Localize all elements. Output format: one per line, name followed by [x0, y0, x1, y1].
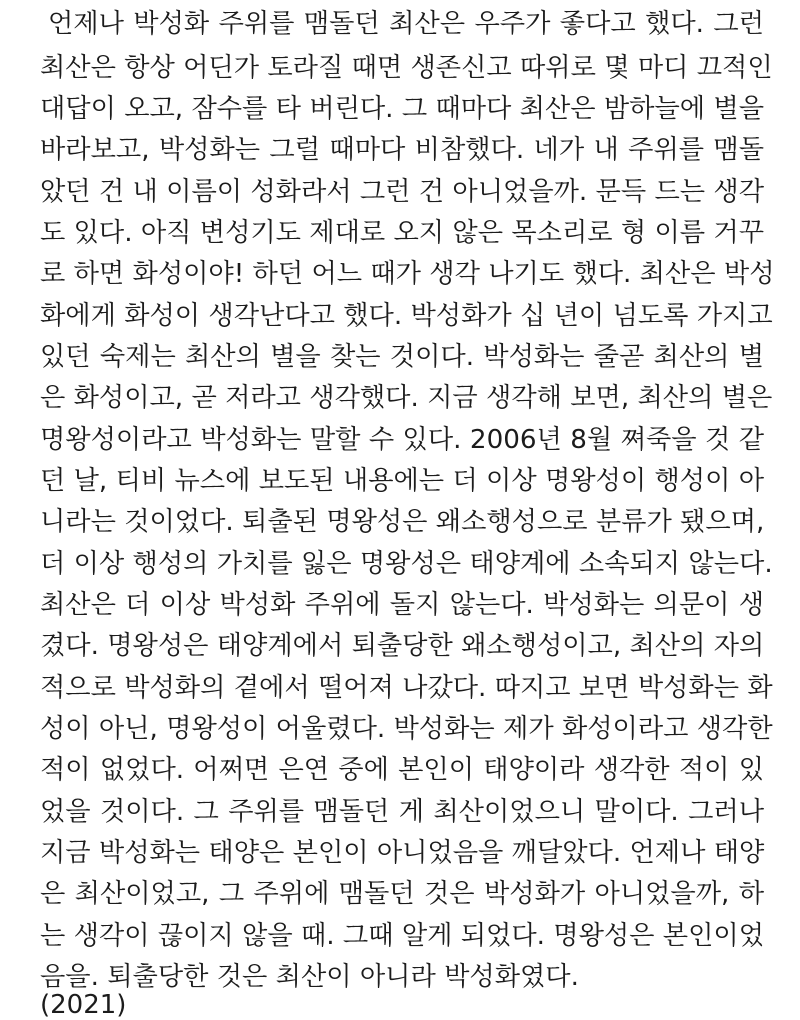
paragraph-line: 적으로 박성화의 곁에서 떨어져 나갔다. 따지고 보면 박성화는 화 [40, 673, 773, 703]
paragraph-line: 었을 것이다. 그 주위를 맴돌던 게 최산이었으니 말이다. 그러나 [40, 797, 764, 827]
paragraph-line: 았던 건 내 이름이 성화라서 그런 건 아니었을까. 문득 드는 생각 [40, 177, 764, 207]
paragraph-line: 명왕성이라고 박성화는 말할 수 있다. 2006년 8월 쪄죽을 것 같 [40, 425, 764, 455]
paragraph-line: 최산은 항상 어딘가 토라질 때면 생존신고 따위로 몇 마디 끄적인 [40, 53, 773, 83]
paragraph-line: 겼다. 명왕성은 태양계에서 퇴출당한 왜소행성이고, 최산의 자의 [40, 631, 765, 661]
paragraph-line: 로 하면 화성이야! 하던 어느 때가 생각 나기도 했다. 최산은 박성 [40, 259, 775, 289]
paragraph-line: 언제나 박성화 주위를 맴돌던 최산은 우주가 좋다고 했다. 그런 [48, 9, 764, 39]
cut-off-line: (2021) [40, 990, 127, 1020]
paragraph-line: 은 화성이고, 곧 저라고 생각했다. 지금 생각해 보면, 최산의 별은 [40, 383, 773, 413]
paragraph-line: 성이 아닌, 명왕성이 어울렸다. 박성화는 제가 화성이라고 생각한 [40, 714, 773, 744]
paragraph-line: 는 생각이 끊이지 않을 때. 그때 알게 되었다. 명왕성은 본인이었 [40, 921, 764, 951]
paragraph-line: 도 있다. 아직 변성기도 제대로 오지 않은 목소리로 형 이름 거꾸 [40, 218, 764, 248]
paragraph-line: 화에게 화성이 생각난다고 했다. 박성화가 십 년이 넘도록 가지고 [40, 301, 773, 331]
paragraph-line: 은 최산이었고, 그 주위에 맴돌던 것은 박성화가 아니었을까, 하 [40, 879, 764, 909]
paragraph-line: 지금 박성화는 태양은 본인이 아니었음을 깨달았다. 언제나 태양 [40, 838, 765, 868]
paragraph-line: 던 날, 티비 뉴스에 보도된 내용에는 더 이상 명왕성이 행성이 아 [40, 466, 764, 496]
paragraph-line: 음을. 퇴출당한 것은 최산이 아니라 박성화였다. [40, 962, 579, 992]
paragraph-line: 최산은 더 이상 박성화 주위에 돌지 않는다. 박성화는 의문이 생 [40, 590, 764, 620]
paragraph-line: 니라는 것이었다. 퇴출된 명왕성은 왜소행성으로 분류가 됐으며, [40, 507, 765, 537]
paragraph-line: 있던 숙제는 최산의 별을 찾는 것이다. 박성화는 줄곧 최산의 별 [40, 342, 764, 372]
paragraph-line: 바라보고, 박성화는 그럴 때마다 비참했다. 네가 내 주위를 맴돌 [40, 135, 764, 165]
paragraph-line: 대답이 오고, 잠수를 타 버린다. 그 때마다 최산은 밤하늘에 별을 [40, 94, 764, 124]
paragraph-line: 적이 없었다. 어쩌면 은연 중에 본인이 태양이라 생각한 적이 있 [40, 755, 764, 785]
paragraph-line: 더 이상 행성의 가치를 잃은 명왕성은 태양계에 소속되지 않는다. [40, 549, 773, 579]
